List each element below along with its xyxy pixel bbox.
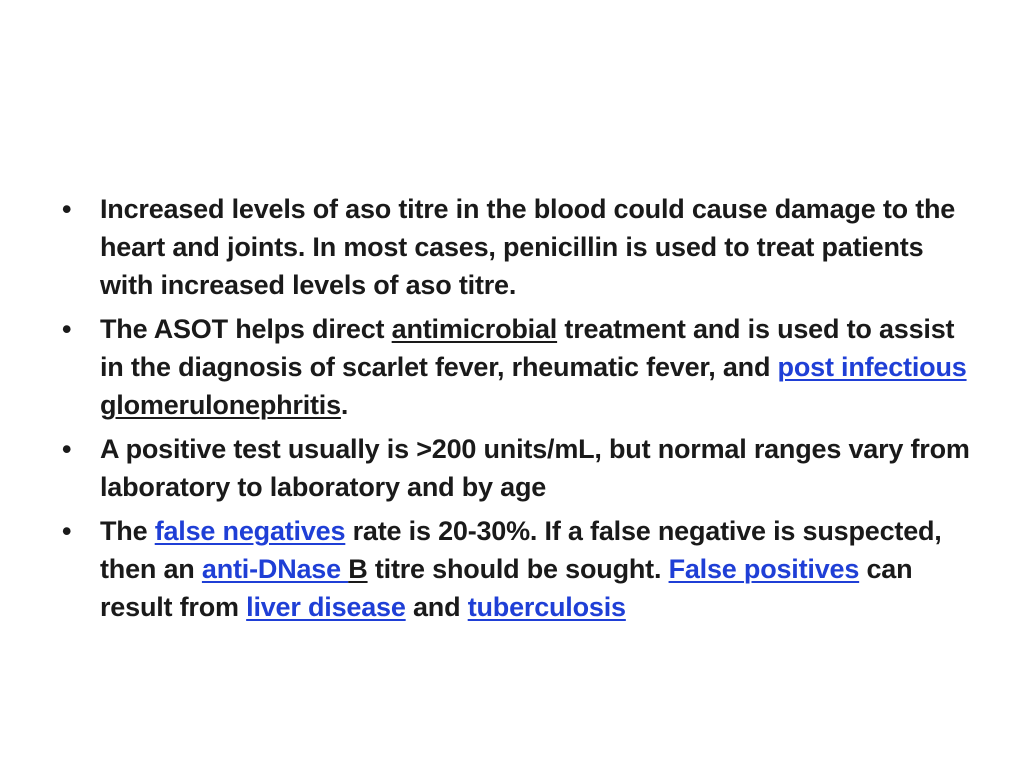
link-anti-dnase[interactable]: anti-DNase xyxy=(201,554,349,584)
bullet-text: A positive test usually is >200 units/mL, but normal ranges vary from laboratory to laboratory and by age xyxy=(100,434,970,502)
bullet-text: can result from xyxy=(100,554,913,622)
link-b[interactable]: B xyxy=(348,554,368,584)
bullet-text: Increased levels of aso titre in the blood could cause damage to the heart and joints. In most cases, penicillin is used to treat patients with increased levels of aso titre. xyxy=(100,194,956,300)
bullet-dot: • xyxy=(62,194,72,224)
bullet-dot: • xyxy=(62,314,72,344)
bullet-item-1 xyxy=(62,190,982,304)
bullet-text: and xyxy=(405,592,468,622)
bullet-list xyxy=(62,190,982,632)
bullet-text: treatment and is used to assist in the diagnosis of scarlet fever, rheumatic fever, and xyxy=(100,314,955,382)
bullet-text: . xyxy=(340,390,349,420)
bullet-item-3 xyxy=(62,430,982,506)
bullet-text: titre should be sought. xyxy=(367,554,669,584)
link-glomerulonephritis[interactable]: glomerulonephritis xyxy=(100,390,341,420)
link-antimicrobial[interactable]: antimicrobial xyxy=(391,314,558,344)
bullet-text: The ASOT helps direct xyxy=(100,314,392,344)
bullet-item-2 xyxy=(62,310,982,424)
bullet-text: rate is 20-30%. If a false negative is suspected, then an xyxy=(100,516,942,584)
bullet-dot: • xyxy=(62,516,72,546)
link-false-negatives[interactable]: false negatives xyxy=(154,516,346,546)
link-tuberculosis[interactable]: tuberculosis xyxy=(467,592,626,622)
link-post-infectious[interactable]: post infectious xyxy=(777,352,967,382)
link-false-positives[interactable]: False positives xyxy=(668,554,860,584)
bullet-text: The xyxy=(100,516,155,546)
link-liver-disease[interactable]: liver disease xyxy=(246,592,406,622)
bullet-item-4 xyxy=(62,512,982,626)
bullet-dot: • xyxy=(62,434,72,464)
